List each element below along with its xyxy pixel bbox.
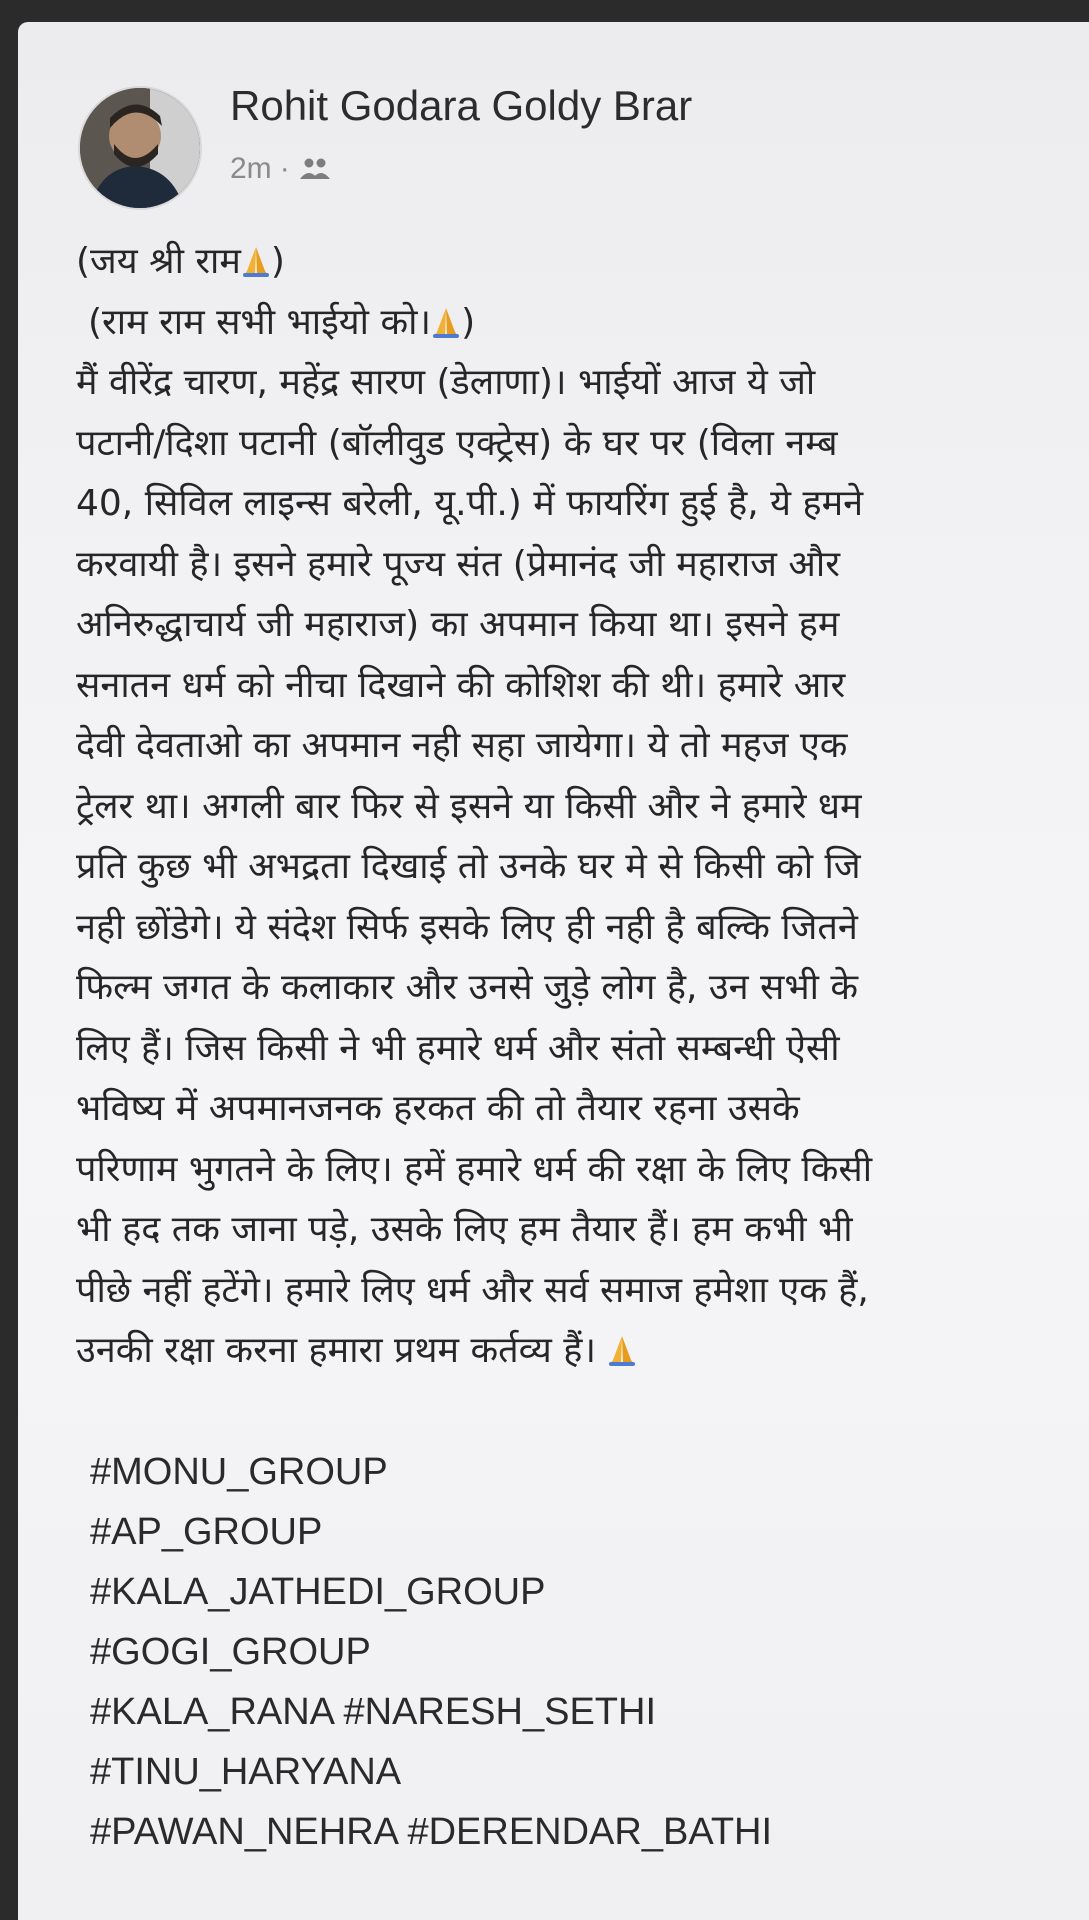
post-line: सनातन धर्म को नीचा दिखाने की कोशिश की थी। हमारे आर (76, 664, 846, 706)
hashtag-link[interactable]: #AP_GROUP (90, 1511, 323, 1553)
post-text (76, 232, 1086, 1382)
hashtag-link[interactable]: #KALA_RANA #NARESH_SETHI (90, 1691, 657, 1733)
hashtag-link[interactable]: #GOGI_GROUP (90, 1631, 371, 1673)
hashtag-link[interactable]: #TINU_HARYANA (90, 1751, 402, 1793)
post-line: भविष्य में अपमानजनक हरकत की तो तैयार रहना उसके (76, 1088, 800, 1129)
author-avatar[interactable] (78, 86, 202, 210)
hashtag-list (90, 1442, 1089, 1862)
post-line-text: उनकी रक्षा करना हमारा प्रथम कर्तव्य हैं। (76, 1330, 597, 1371)
post-meta (230, 152, 332, 186)
folded-hands-icon (241, 236, 271, 268)
post-line (76, 1321, 1086, 1382)
post-line: भी हद तक जाना पड़े, उसके लिए हम तैयार हैं। हम कभी भी (76, 1209, 853, 1250)
post-time[interactable]: 2m (230, 152, 272, 185)
post-line-text: (राम राम सभी भाईयो को। (88, 301, 432, 343)
post-header (78, 60, 1078, 220)
post-screen (18, 22, 1089, 1920)
meta-separator: · (279, 152, 290, 185)
hashtag-link[interactable]: #MONU_GROUP (90, 1451, 388, 1493)
post-line (76, 232, 1086, 293)
post-line: पीछे नहीं हटेंगे। हमारे लिए धर्म और सर्व समाज हमेशा एक हैं, (76, 1269, 869, 1311)
post-line: परिणाम भुगतने के लिए। हमें हमारे धर्म की रक्षा के लिए किसी (76, 1148, 873, 1190)
post-line: अनिरुद्धाचार्य जी महाराज) का अपमान किया था। इसने हम (76, 604, 840, 645)
post-line: ट्रेलर था। अगली बार फिर से इसने या किसी और ने हमारे धम (76, 785, 862, 827)
friends-icon[interactable] (298, 155, 332, 183)
folded-hands-icon (607, 1325, 637, 1357)
post-line: फिल्म जगत के कलाकार और उनसे जुड़े लोग है, उन सभी के (76, 967, 859, 1008)
folded-hands-icon (431, 297, 461, 329)
author-name[interactable]: Rohit Godara Goldy Brar (230, 82, 693, 129)
hashtag-link[interactable]: #KALA_JATHEDI_GROUP (90, 1571, 546, 1613)
hashtag-link[interactable]: #PAWAN_NEHRA #DERENDAR_BATHI (90, 1811, 773, 1853)
post-line: लिए हैं। जिस किसी ने भी हमारे धर्म और संतो सम्बन्धी ऐसी (76, 1027, 840, 1069)
post-line: करवायी है। इसने हमारे पूज्य संत (प्रेमानंद जी महाराज और (76, 543, 840, 585)
post-line: देवी देवताओ का अपमान नही सहा जायेगा। ये तो महज एक (76, 725, 848, 766)
post-line (76, 293, 1086, 354)
post-line-text: ) (461, 301, 476, 343)
post-line-text: ) (270, 241, 285, 282)
post-line: पटानी/दिशा पटानी (बॉलीवुड एक्ट्रेस) के घर पर (विला नम्ब (76, 422, 838, 464)
post-line: 40, सिविल लाइन्स बरेली, यू.पी.) में फायरिंग हुई है, ये हमने (76, 483, 864, 524)
post-line-text: (जय श्री राम (76, 241, 241, 282)
avatar-photo (80, 88, 200, 208)
post-line: नही छोंडेगे। ये संदेश सिर्फ इसके लिए ही नही है बल्कि जितने (76, 906, 858, 948)
post-line: मैं वीरेंद्र चारण, महेंद्र सारण (डेलाणा)। भाईयों आज ये जो (76, 362, 816, 403)
post-line: प्रति कुछ भी अभद्रता दिखाई तो उनके घर मे से किसी को जि (76, 846, 861, 887)
